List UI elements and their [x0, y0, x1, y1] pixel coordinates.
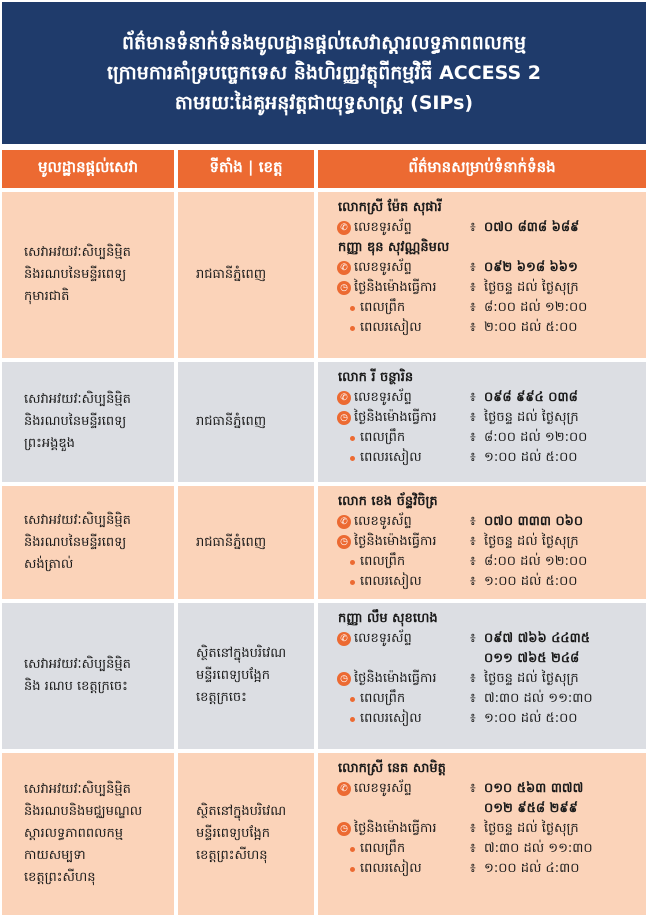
clock-icon: ◷: [337, 281, 351, 295]
row-5-service-line: សេវាអវយវៈសិប្បនិម្មិត: [24, 782, 131, 797]
colon: ៖: [470, 671, 476, 686]
phone-line: [338, 779, 640, 799]
colon: ៖: [470, 220, 476, 235]
afternoon-hours: ១:០០ ដល់ ៤:៣០: [484, 861, 580, 876]
colon: ៖: [470, 260, 476, 275]
clock-icon: ◷: [337, 672, 351, 686]
row-5-service-line: និងរណបនិងមជ្ឈមណ្ឌល: [24, 804, 143, 819]
title-line-2: ក្រោមការគាំទ្របច្ចេកទេស និងហិរញ្ញវត្ថុពីកម្មវិធី ACCESS 2: [106, 62, 541, 84]
column-header-location: ទីតាំង | ខេត្ត: [178, 150, 314, 188]
row-1-contact-cell: [318, 192, 646, 358]
afternoon-hours: ២:០០ ដល់ ៥:០០: [484, 320, 578, 335]
row-1-service-cell: [2, 192, 174, 358]
phone-icon: ✆: [337, 221, 351, 235]
row-2-service-cell: [2, 362, 174, 482]
phone-number[interactable]: ០៧០ ៨៣៨ ៦៨៩: [484, 220, 580, 235]
row-5-location-line: មន្ទីរពេទ្យបង្អែក: [196, 826, 271, 841]
colon: ៖: [470, 574, 476, 589]
phone-line-secondary: [338, 649, 640, 669]
days-hours-label: ថ្ងៃនិងម៉ោងធ្វើការ: [354, 280, 437, 295]
bullet-dot: [350, 580, 355, 585]
row-4-contact-cell: [318, 603, 646, 749]
morning-label: ពេលព្រឹក: [360, 430, 406, 445]
working-days: ថ្ងៃចន្ទ ដល់ ថ្ងៃសុក្រ: [484, 534, 579, 549]
row-5-service-line: កាយសម្បទា: [24, 848, 86, 863]
morning-hours: ៨:០០ ដល់ ១២:០០: [484, 554, 588, 569]
page-title: [2, 2, 646, 144]
clock-icon: ◷: [337, 411, 351, 425]
working-days: ថ្ងៃចន្ទ ដល់ ថ្ងៃសុក្រ: [484, 410, 579, 425]
column-header-contact: ព័ត៌មានសម្រាប់ទំនាក់ទំនង: [318, 150, 646, 188]
phone-line: [338, 629, 640, 649]
row-5-location-cell: [178, 753, 314, 915]
colon: ៖: [470, 534, 476, 549]
row-5-contact-cell: [318, 753, 646, 915]
working-days: ថ្ងៃចន្ទ ដល់ ថ្ងៃសុក្រ: [484, 280, 579, 295]
colon: ៖: [470, 821, 476, 836]
colon: ៖: [470, 841, 476, 856]
working-days: ថ្ងៃចន្ទ ដល់ ថ្ងៃសុក្រ: [484, 671, 579, 686]
phone-label: លេខទូរស័ព្ទ: [354, 220, 412, 235]
colon: ៖: [470, 410, 476, 425]
contact-name: លោក ខេង ច័ន្ទវិចិត្រ: [338, 494, 438, 509]
row-2-location-line: រាជធានីភ្នំពេញ: [196, 414, 267, 429]
phone-line: [338, 218, 640, 238]
phone-number[interactable]: ០១០ ៥៦៣ ៣៧៧: [484, 781, 584, 796]
morning-label: ពេលព្រឹក: [360, 691, 406, 706]
morning-line: [338, 428, 640, 448]
row-1-service-line: សេវាអវយវៈសិប្បនិម្មិត: [24, 245, 131, 260]
row-1-location-cell: [178, 192, 314, 358]
afternoon-line: [338, 448, 640, 468]
morning-hours: ៨:០០ ដល់ ១២:០០: [484, 300, 588, 315]
afternoon-line: [338, 709, 640, 729]
morning-hours: ៧:៣០ ដល់ ១១:៣០: [484, 691, 593, 706]
morning-line: [338, 839, 640, 859]
contact-name: លោកស្រី ម៉ែត សុផារី: [338, 200, 442, 215]
phone-label: លេខទូរស័ព្ទ: [354, 514, 412, 529]
row-4-service-cell: [2, 603, 174, 749]
info-sheet: [2, 2, 646, 915]
afternoon-line: [338, 318, 640, 338]
phone-number[interactable]: ០១២ ៩៥៨ ២៩៩: [484, 801, 578, 816]
phone-icon: ✆: [337, 632, 351, 646]
hours-line: [338, 278, 640, 298]
phone-number[interactable]: ០៩៨ ៩៩៤ ០៣៨: [484, 390, 578, 405]
colon: ៖: [470, 320, 476, 335]
contact-name: លោកស្រី នេត សាមិត្ត: [338, 761, 446, 776]
bullet-dot: [350, 456, 355, 461]
morning-label: ពេលព្រឹក: [360, 300, 406, 315]
row-4-location-line: ស្ថិតនៅក្នុងបរិវេណ: [196, 646, 287, 661]
phone-label: លេខទូរស័ព្ទ: [354, 390, 412, 405]
morning-line: [338, 689, 640, 709]
contact-name: កញ្ញា លឹម សុខហេង: [338, 611, 438, 626]
colon: ៖: [470, 450, 476, 465]
afternoon-label: ពេលរសៀល: [360, 711, 422, 726]
title-line-3: តាមរយៈដៃគូអនុវត្តជាយុទ្ធសាស្ត្រ (SIPs): [174, 92, 474, 114]
colon: ៖: [470, 554, 476, 569]
working-days: ថ្ងៃចន្ទ ដល់ ថ្ងៃសុក្រ: [484, 821, 579, 836]
morning-label: ពេលព្រឹក: [360, 554, 406, 569]
morning-label: ពេលព្រឹក: [360, 841, 406, 856]
afternoon-label: ពេលរសៀល: [360, 574, 422, 589]
row-5-service-cell: [2, 753, 174, 915]
row-3-service-cell: [2, 486, 174, 599]
row-4-location-line: ខេត្តក្រចេះ: [196, 690, 247, 705]
row-4-service-line: សេវាអវយវៈសិប្បនិម្មិត: [24, 657, 131, 672]
row-3-service-line: និងរណបនៃមន្ទីរពេទ្យ: [24, 534, 127, 550]
morning-hours: ៧:៣០ ដល់ ១១:៣០: [484, 841, 593, 856]
row-2-contact-cell: [318, 362, 646, 482]
phone-label: លេខទូរស័ព្ទ: [354, 781, 412, 796]
contact-name: លោក រី ចន្ថារិន: [338, 370, 414, 385]
morning-hours: ៨:០០ ដល់ ១២:០០: [484, 430, 588, 445]
row-1-location-line: រាជធានីភ្នំពេញ: [196, 267, 267, 282]
morning-line: [338, 552, 640, 572]
afternoon-line: [338, 572, 640, 592]
bullet-dot: [350, 436, 355, 441]
afternoon-hours: ១:០០ ដល់ ៥:០០: [484, 711, 578, 726]
phone-icon: ✆: [337, 515, 351, 529]
row-5-service-line: ស្តារលទ្ធភាពពលកម្ម: [24, 826, 124, 841]
bullet-dot: [350, 847, 355, 852]
row-4-location-line: មន្ទីរពេទ្យបង្អែក: [196, 668, 271, 683]
hours-line: [338, 819, 640, 839]
row-5-location-line: ខេត្តព្រះសីហនុ: [196, 848, 268, 863]
row-2-service-line: សេវាអវយវៈសិប្បនិម្មិត: [24, 392, 131, 407]
row-1-service-line: កុមារជាតិ: [24, 289, 70, 304]
phone-number[interactable]: ០៩២ ៦១៨ ៦៦១: [484, 260, 578, 275]
phone-number[interactable]: ០៧០ ៣៣៣ ០៦០: [484, 514, 584, 529]
phone-line: [338, 388, 640, 408]
afternoon-hours: ១:០០ ដល់ ៥:០០: [484, 574, 578, 589]
bullet-dot: [350, 867, 355, 872]
colon: ៖: [470, 781, 476, 796]
afternoon-label: ពេលរសៀល: [360, 450, 422, 465]
row-5-location-line: ស្ថិតនៅក្នុងបរិវេណ: [196, 804, 287, 819]
bullet-dot: [350, 697, 355, 702]
row-3-contact-cell: [318, 486, 646, 599]
row-5-service-line: ខេត្តព្រះសីហនុ: [24, 870, 96, 885]
phone-icon: ✆: [337, 261, 351, 275]
colon: ៖: [470, 514, 476, 529]
phone-line: [338, 258, 640, 278]
afternoon-line: [338, 859, 640, 879]
row-1-service-line: និងរណបនៃមន្ទីរពេទ្យ: [24, 267, 127, 282]
colon: ៖: [470, 390, 476, 405]
bullet-dot: [350, 306, 355, 311]
colon: ៖: [470, 711, 476, 726]
colon: ៖: [470, 691, 476, 706]
contact-name: កញ្ញា ឌុន សុវណ្ណនិមល: [338, 240, 450, 255]
phone-icon: ✆: [337, 391, 351, 405]
row-3-service-line: សេវាអវយវៈសិប្បនិម្មិត: [24, 512, 131, 528]
row-3-location-line: រាជធានីភ្នំពេញ: [196, 534, 267, 550]
colon: ៖: [470, 631, 476, 646]
hours-line: [338, 669, 640, 689]
phone-line: [338, 512, 640, 532]
row-3-location-cell: [178, 486, 314, 599]
hours-line: [338, 408, 640, 428]
bullet-dot: [350, 326, 355, 331]
days-hours-label: ថ្ងៃនិងម៉ោងធ្វើការ: [354, 821, 437, 836]
bullet-dot: [350, 717, 355, 722]
phone-label: លេខទូរស័ព្ទ: [354, 631, 412, 646]
colon: ៖: [470, 280, 476, 295]
row-2-service-line: និងរណបនៃមន្ទីរពេទ្យ: [24, 414, 127, 429]
row-2-service-line: ព្រះអង្គឌួង: [24, 436, 75, 451]
morning-line: [338, 298, 640, 318]
afternoon-hours: ១:០០ ដល់ ៥:០០: [484, 450, 578, 465]
row-4-location-cell: [178, 603, 314, 749]
colon: ៖: [470, 861, 476, 876]
phone-line-secondary: [338, 799, 640, 819]
phone-number[interactable]: ០១១ ៧៦៥ ២៤៨: [484, 651, 580, 666]
colon: ៖: [470, 300, 476, 315]
title-line-1: ព័ត៌មានទំនាក់ទំនងមូលដ្ឋានផ្តល់សេវាស្តារលទ្ធភាពពលកម្ម: [121, 32, 527, 54]
phone-icon: ✆: [337, 782, 351, 796]
clock-icon: ◷: [337, 535, 351, 549]
row-2-location-cell: [178, 362, 314, 482]
phone-label: លេខទូរស័ព្ទ: [354, 260, 412, 275]
afternoon-label: ពេលរសៀល: [360, 320, 422, 335]
clock-icon: ◷: [337, 822, 351, 836]
phone-number[interactable]: ០៩៧ ៧៦៦ ៤៤៣៥: [484, 631, 590, 646]
column-header-service: មូលដ្ឋានផ្តល់សេវា: [2, 150, 174, 188]
row-3-service-line: សង់ត្រាល់: [24, 556, 74, 572]
days-hours-label: ថ្ងៃនិងម៉ោងធ្វើការ: [354, 671, 437, 686]
bullet-dot: [350, 560, 355, 565]
row-4-service-line: និង រណប ខេត្តក្រចេះ: [24, 679, 128, 694]
colon: ៖: [470, 430, 476, 445]
days-hours-label: ថ្ងៃនិងម៉ោងធ្វើការ: [354, 534, 437, 549]
hours-line: [338, 532, 640, 552]
days-hours-label: ថ្ងៃនិងម៉ោងធ្វើការ: [354, 410, 437, 425]
afternoon-label: ពេលរសៀល: [360, 861, 422, 876]
